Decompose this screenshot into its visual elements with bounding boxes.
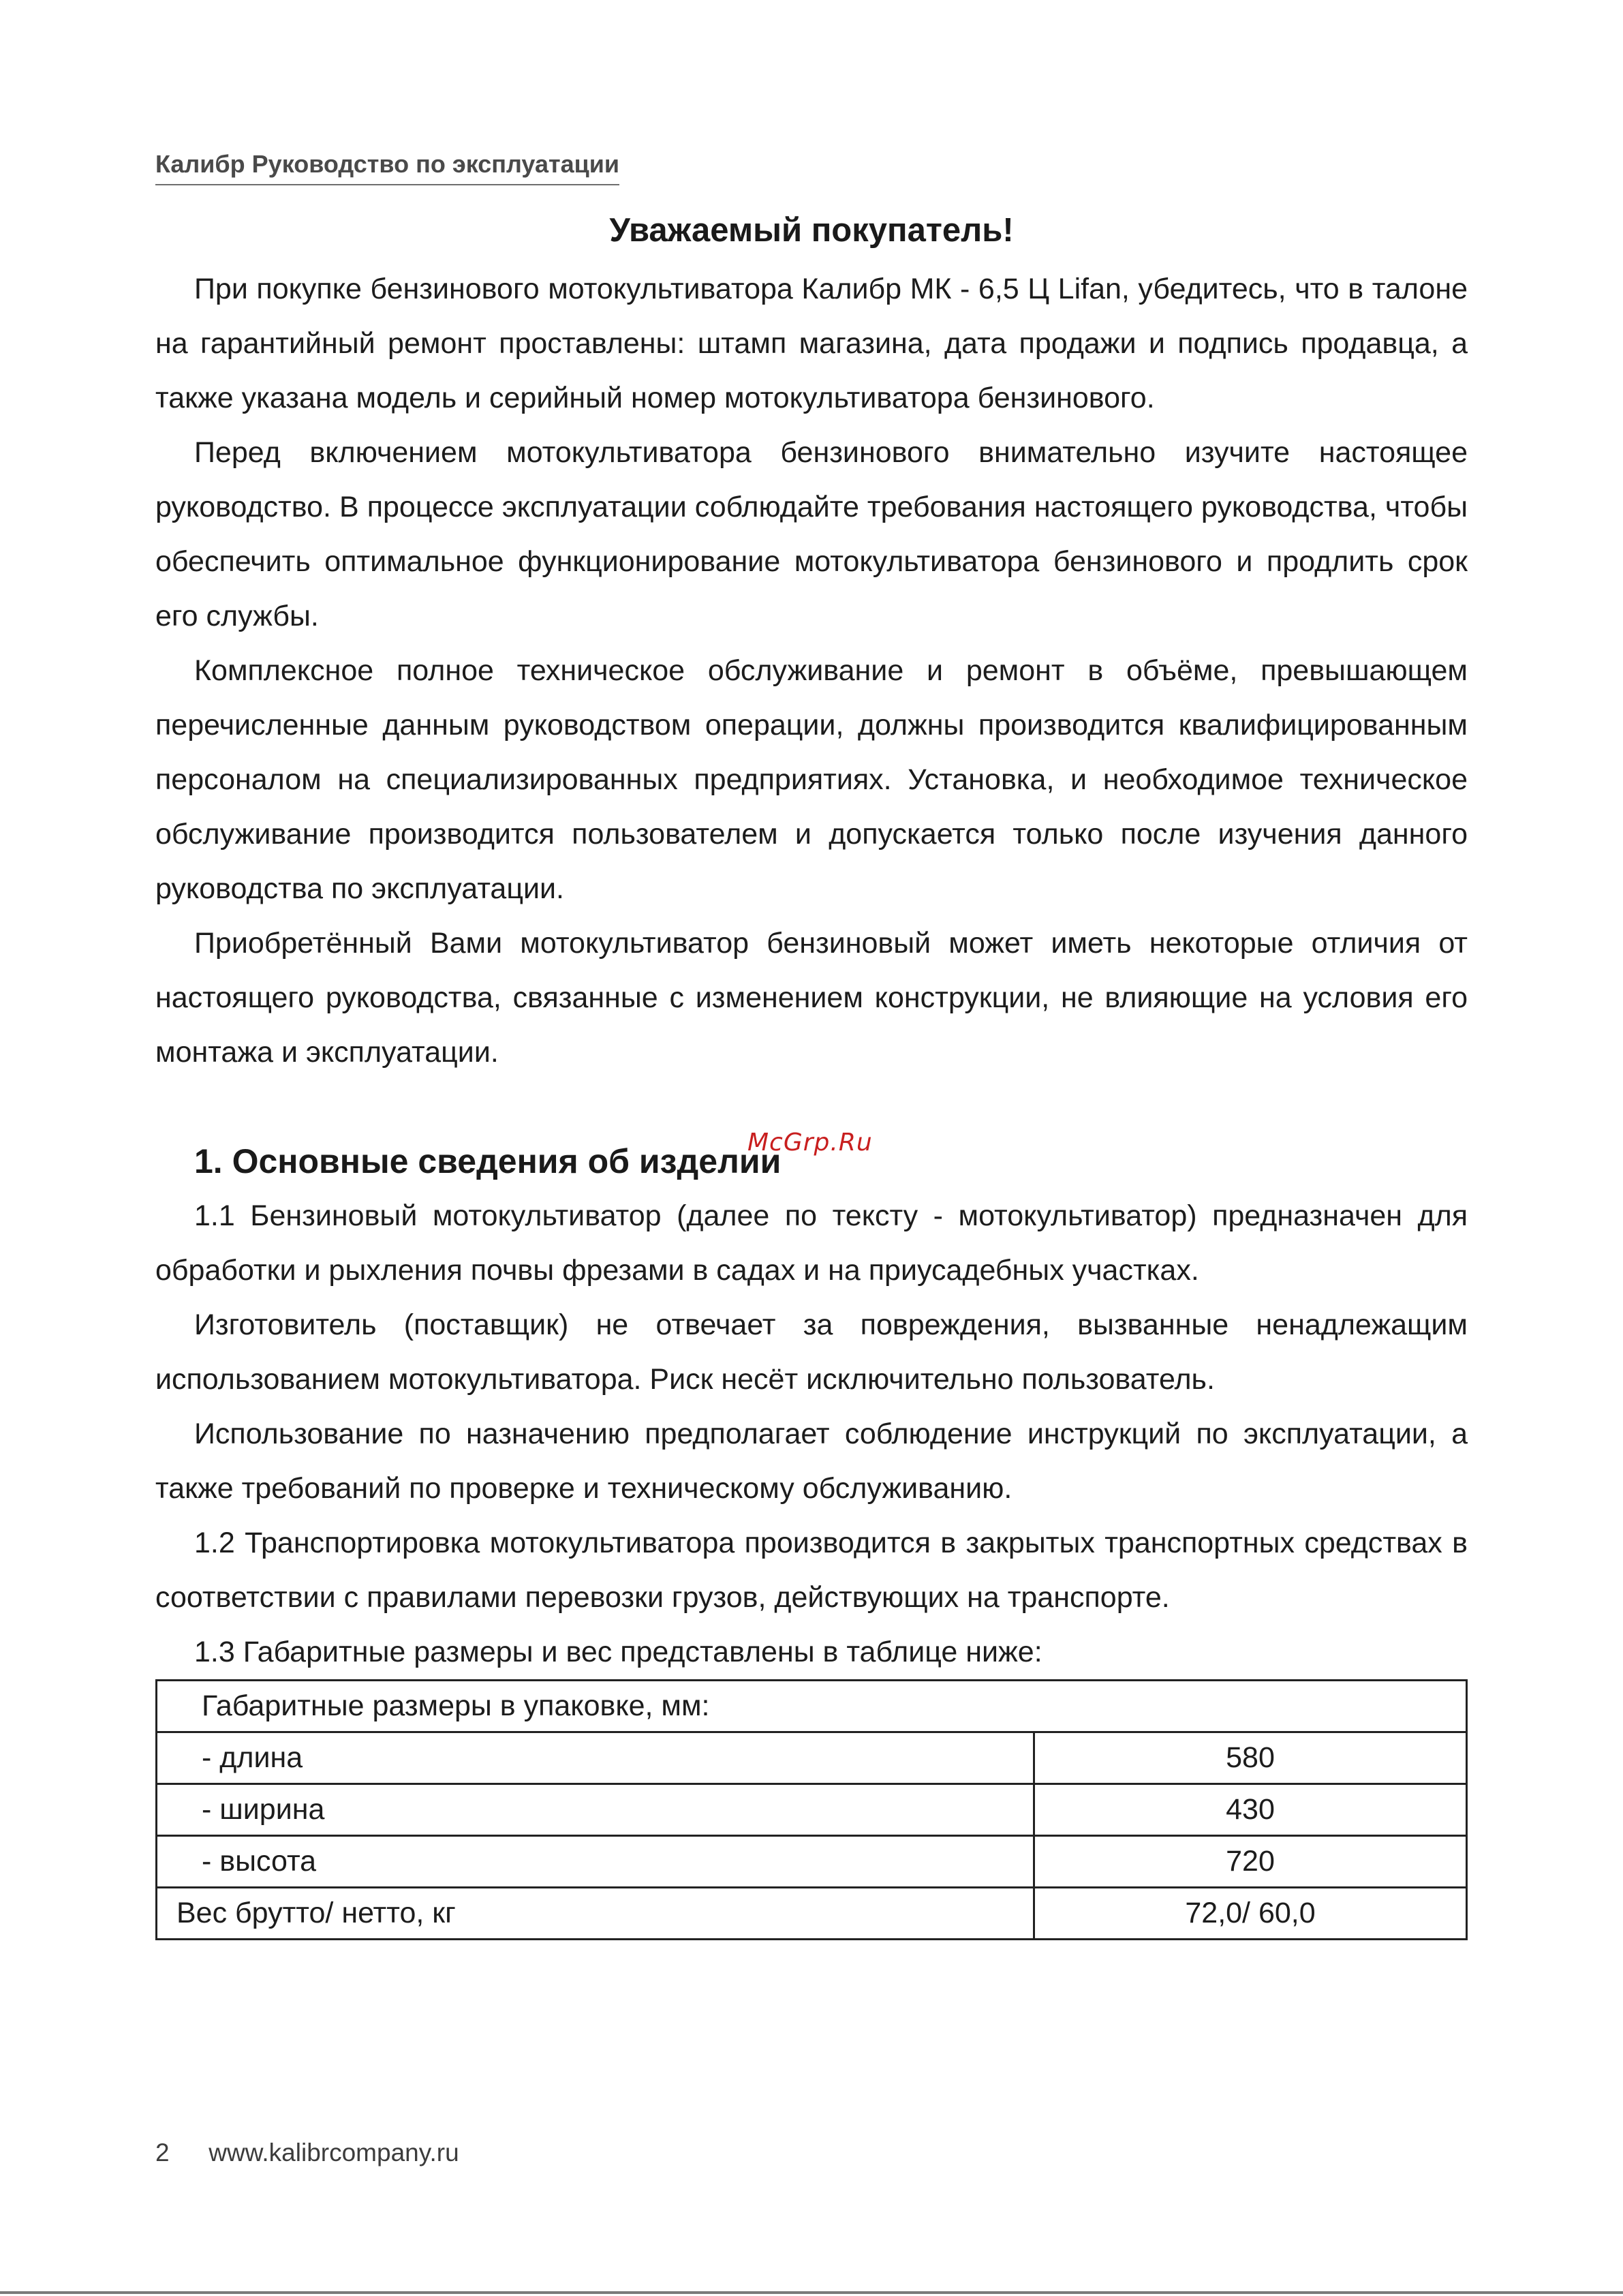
table-header-row	[157, 1681, 1467, 1732]
dimensions-table	[155, 1679, 1468, 1940]
document-page	[155, 147, 1468, 1940]
section-paragraph-3: Использование по назначению предполагает соблюдение инструкций по эксплуатации, а также требований по проверке и техническому обслуживанию.	[155, 1418, 1468, 1505]
section-paragraph-2: Изготовитель (поставщик) не отвечает за повреждения, вызванные ненадлежащим использованием мотокультиватора. Риск несёт исключительно пользователь.	[155, 1308, 1468, 1396]
section-paragraph-1: 1.1 Бензиновый мотокультиватор (далее по тексту - мотокультиватор) предназначен для обработки и рыхления почвы фрезами в садах и на приусадебных участках.	[155, 1199, 1468, 1287]
intro-paragraph-2: Перед включением мотокультиватора бензинового внимательно изучите настоящее руководство. В процессе эксплуатации соблюдайте требования настоящего руководства, чтобы обеспечить оптимальное функционирование мотокультиватора бензинового и продлить срок его службы.	[155, 436, 1468, 632]
page-footer	[155, 2139, 459, 2167]
section-paragraph-4: 1.2 Транспортировка мотокультиватора производится в закрытых транспортных средствах в соответствии с правилами перевозки грузов, действующих на транспорте.	[155, 1527, 1468, 1614]
table-cell-value: 720	[1034, 1836, 1467, 1888]
table-cell-value: 430	[1034, 1784, 1467, 1836]
section-heading: 1. Основные сведения об изделии	[194, 1142, 782, 1180]
table-cell-label: Вес брутто/ нетто, кг	[157, 1888, 1034, 1940]
intro-paragraph-4: Приобретённый Вами мотокультиватор бензиновый может иметь некоторые отличия от настоящего руководства, связанные с изменением конструкции, не влияющие на условия его монтажа и эксплуатации.	[155, 927, 1468, 1069]
table-row	[157, 1732, 1467, 1784]
table-cell-label: - высота	[157, 1836, 1034, 1888]
intro-paragraph-3: Комплексное полное техническое обслуживание и ремонт в объёме, превышающем перечисленные данным руководством операции, должны производится квалифицированным персоналом на специализированных предприятиях. Установка, и необходимое техническое обслуживание производится пользователем и допускается только после изучения данного руководства по эксплуатации.	[155, 654, 1468, 905]
table-cell-label: - длина	[157, 1732, 1034, 1784]
table-cell-value: 580	[1034, 1732, 1467, 1784]
intro-paragraph-1: При покупке бензинового мотокультиватора Калибр МК - 6,5 Ц Lifan, убедитесь, что в талоне на гарантийный ремонт проставлены: штамп магазина, дата продажи и подпись продавца, а также указана модель и серийный номер мотокультиватора бензинового.	[155, 273, 1468, 414]
table-cell-label: - ширина	[157, 1784, 1034, 1836]
greeting-title: Уважаемый покупатель!	[609, 212, 1014, 249]
table-row	[157, 1836, 1467, 1888]
table-cell-value: 72,0/ 60,0	[1034, 1888, 1467, 1940]
table-header-cell: Габаритные размеры в упаковке, мм:	[157, 1681, 1467, 1732]
table-row	[157, 1784, 1467, 1836]
page-number: 2	[155, 2139, 170, 2167]
watermark-text: McGrp.Ru	[747, 1129, 873, 1157]
footer-website[interactable]: www.kalibrcompany.ru	[208, 2139, 459, 2167]
table-caption: 1.3 Габаритные размеры и вес представлены в таблице ниже:	[194, 1636, 1042, 1668]
table-row	[157, 1888, 1467, 1940]
bottom-divider	[0, 2291, 1623, 2294]
running-header: Калибр Руководство по эксплуатации	[155, 150, 619, 185]
